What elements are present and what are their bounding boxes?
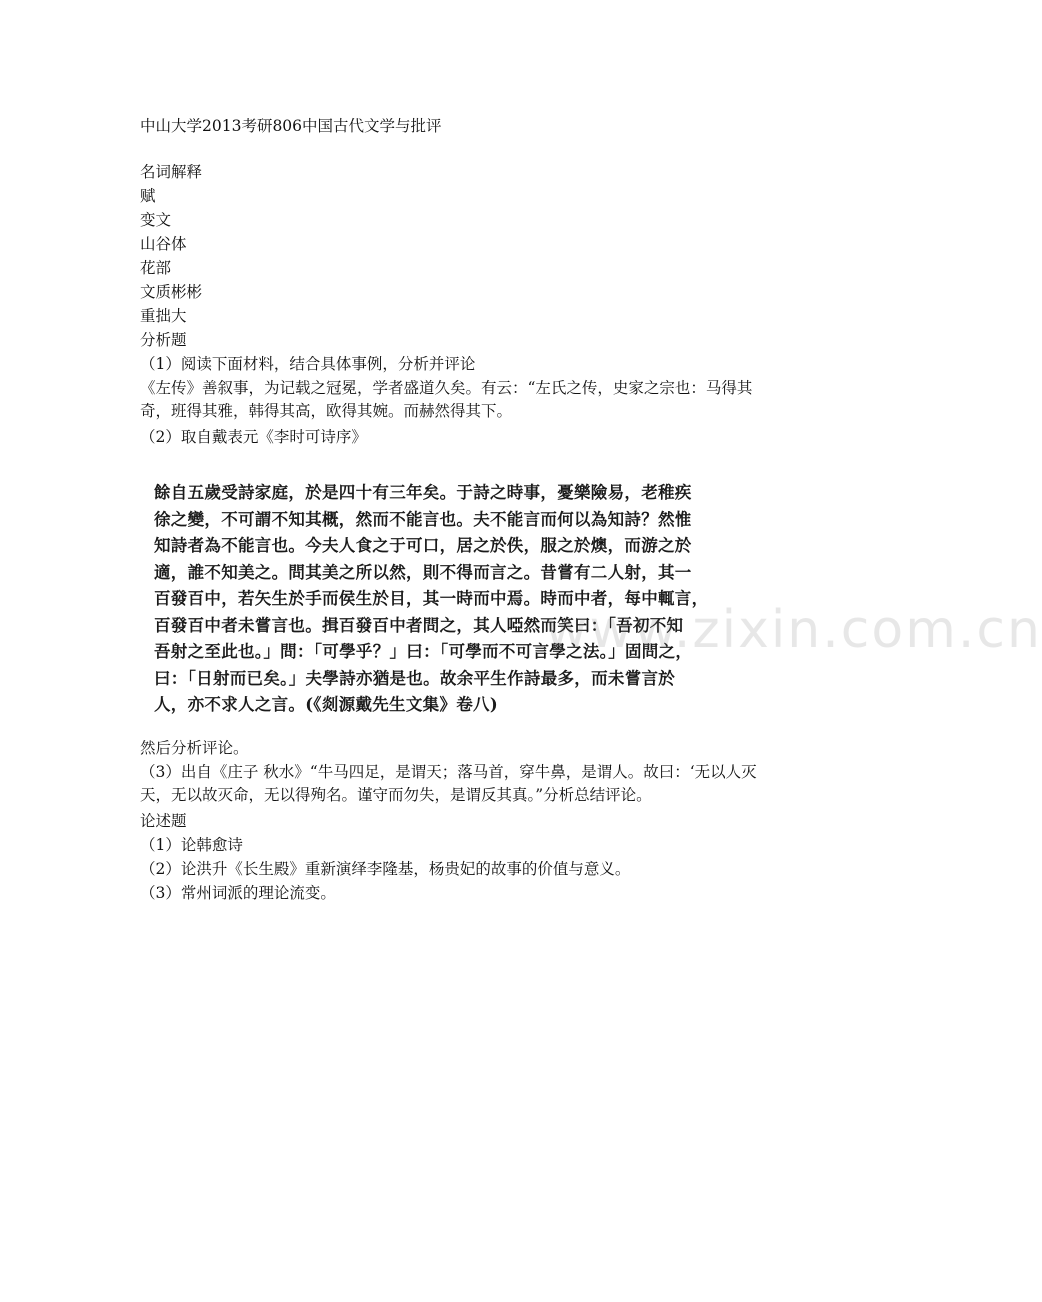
term-item: 赋: [140, 187, 156, 205]
question-3-text: [140, 761, 788, 807]
section-heading-analysis: 分析题: [140, 331, 187, 349]
excerpt-line: 餘自五歲受詩家庭，於是四十有三年矣。于詩之時事，憂樂險易，老稚疾: [154, 483, 692, 502]
excerpt-line: 知詩者為不能言也。今夫人食之于可口，居之於佚，服之於燠，而游之於: [154, 536, 692, 555]
essay-item: （1）论韩愈诗: [140, 836, 243, 854]
term-item: 山谷体: [140, 235, 187, 253]
question-1-prompt: （1）阅读下面材料，结合具体事例，分析并评论: [140, 355, 476, 373]
excerpt-line: 吾射之至此也。」問：「可學乎？」曰：「可學而不可言學之法。」固問之，: [154, 642, 693, 661]
question-1-text: [140, 377, 788, 423]
text-line: 天，无以故灭命，无以得殉名。谨守而勿失，是谓反其真。”分析总结评论。: [140, 786, 652, 804]
text-line: 《左传》善叙事，为记载之冠冕，学者盛道久矣。有云：“左氏之传，史家之宗也：马得其: [140, 379, 753, 397]
text-line: （3）出自《庄子 秋水》“牛马四足，是谓天；落马首，穿牛鼻，是谓人。故曰：‘无以人灭: [140, 763, 757, 781]
text-line: 奇，班得其雅，韩得其高，欧得其婉。而赫然得其下。: [140, 402, 513, 420]
excerpt-line: 曰：「日射而已矣。」夫學詩亦猶是也。故余平生作詩最多，而未嘗言於: [154, 668, 676, 688]
excerpt-line: 適，誰不知美之。問其美之所以然，則不得而言之。昔嘗有二人射，其一: [154, 562, 692, 582]
excerpt-line: 徐之變，不可謂不知其概，然而不能言也。夫不能言而何以為知詩？然惟: [154, 509, 692, 529]
excerpt-line: 百發百中，若矢生於手而侯生於目，其一時而中焉。時而中者，每中輒言，: [154, 589, 709, 608]
section-heading-essay: 论述题: [140, 812, 187, 830]
term-item: 文质彬彬: [140, 283, 203, 301]
question-2-followup: 然后分析评论。: [140, 739, 249, 757]
term-item: 花部: [140, 259, 172, 277]
term-item: 变文: [140, 211, 172, 229]
section-heading-terms: 名词解释: [140, 163, 203, 181]
doc-title: 中山大学2013考研806中国古代文学与批评: [140, 117, 442, 135]
question-2-prompt: （2）取自戴表元《李时可诗序》: [140, 428, 367, 446]
essay-item: （2）论洪升《长生殿》重新演绎李隆基，杨贵妃的故事的价值与意义。: [140, 860, 631, 878]
watermark: www.zixin.com.cn: [545, 600, 1042, 660]
excerpt-line: 人，亦不求人之言。(《剡源戴先生文集》卷八): [154, 695, 498, 714]
excerpt-line: 百發百中者未嘗言也。揖百發百中者問之，其人啞然而笑曰：「吾初不知: [154, 615, 684, 635]
essay-item: （3）常州词派的理论流变。: [140, 884, 336, 902]
term-item: 重拙大: [140, 307, 187, 325]
